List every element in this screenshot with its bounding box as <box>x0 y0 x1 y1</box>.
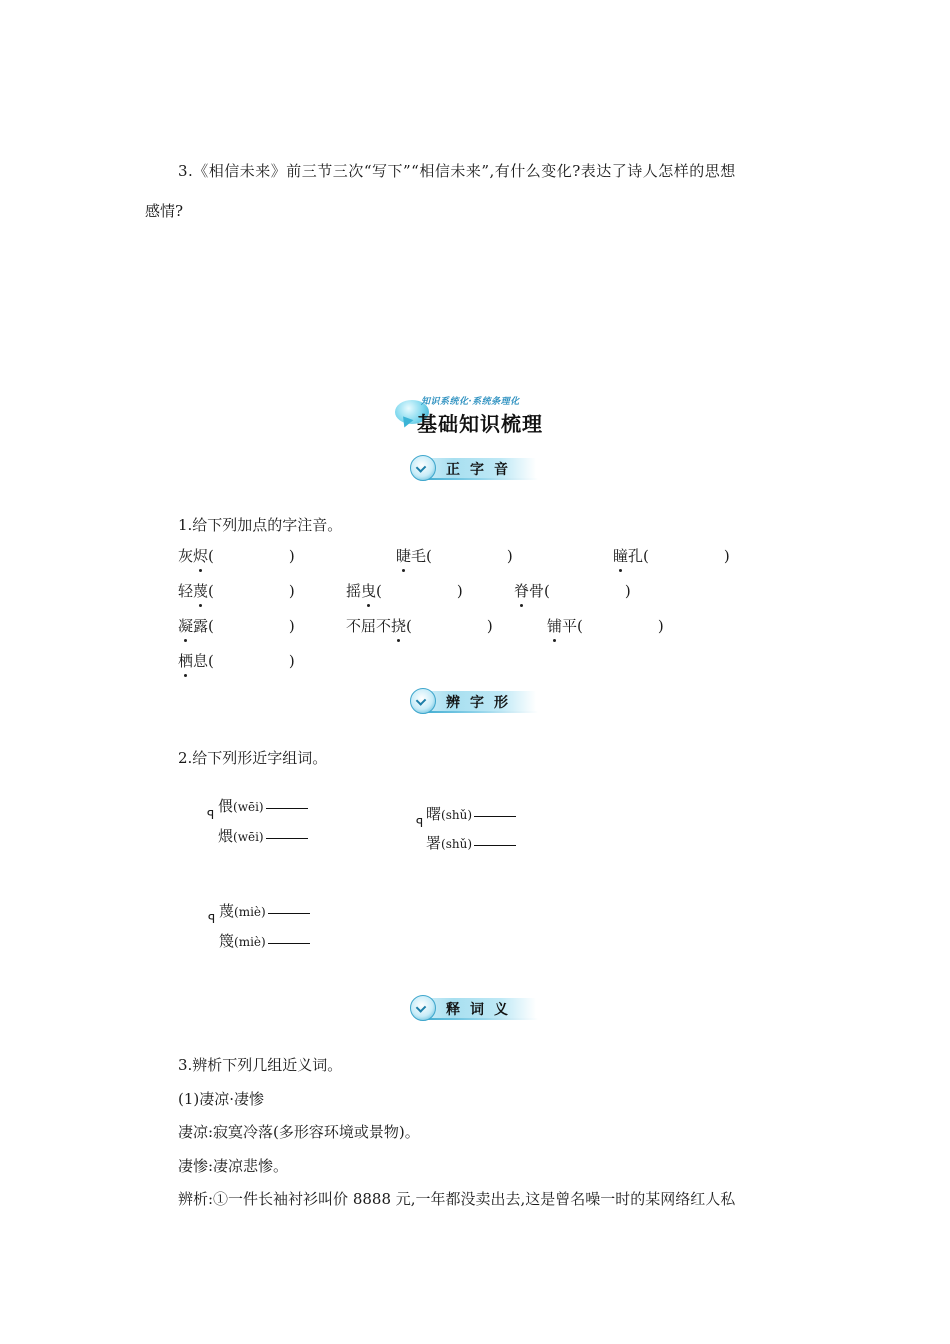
answer-blank[interactable] <box>474 844 516 846</box>
question-3-line1: 3.《相信未来》前三节三次“写下”“相信未来”,有什么变化?表达了诗人怎样的思想 <box>178 162 736 180</box>
word-group-item: 偎(wēi) <box>218 795 308 816</box>
clock-icon <box>410 688 436 714</box>
dotted-char: 铺 <box>547 617 563 635</box>
word-group-item: 煨(wēi) <box>218 825 308 846</box>
answer-blank[interactable] <box>474 815 516 817</box>
dotted-char: 挠 <box>391 617 407 635</box>
pinyin-item: 睫毛( ) <box>396 547 513 565</box>
section-header-label: 辨字形 <box>446 695 518 711</box>
pinyin-item: 灰烬( ) <box>178 547 295 565</box>
word-group-item: 署(shǔ) <box>426 832 516 853</box>
word-group-item: 曙(shǔ) <box>426 803 516 824</box>
exercise-3-prompt: 3.辨析下列几组近义词。 <box>178 1056 343 1074</box>
pinyin-item: 脊骨( ) <box>514 582 631 600</box>
section-header-zhengziyin <box>408 455 536 481</box>
banner-subtitle: 知识系统化·系统条理化 <box>421 397 520 407</box>
pinyin-item: 瞳孔( ) <box>613 547 730 565</box>
dotted-char: 蔑 <box>193 582 209 600</box>
dotted-char: 睫 <box>396 547 412 565</box>
answer-blank[interactable] <box>268 912 310 914</box>
brace-mark: ꟼ <box>416 816 424 830</box>
brace-mark: ꟼ <box>207 808 215 822</box>
banner-title: 基础知识梳理 <box>417 412 543 436</box>
clock-icon <box>410 995 436 1021</box>
answer-blank[interactable] <box>266 837 308 839</box>
section-banner <box>395 394 565 438</box>
synonym-pair: (1)凄凉·凄惨 <box>178 1090 265 1108</box>
section-header-bianzixing <box>408 688 536 714</box>
word-group-item: 蔑(miè) <box>219 900 310 921</box>
dotted-char: 瞳 <box>613 547 629 565</box>
pinyin-item: 不屈不挠( ) <box>346 617 493 635</box>
dotted-char: 凝 <box>178 617 194 635</box>
exercise-1-prompt: 1.给下列加点的字注音。 <box>178 516 343 534</box>
pinyin-item: 摇曳( ) <box>346 582 463 600</box>
answer-blank[interactable] <box>266 807 308 809</box>
analysis-text: 辨析:①一件长袖衬衫叫价 8888 元,一年都没卖出去,这是曾名噪一时的某网络红人私 <box>178 1190 736 1208</box>
definition-2: 凄惨:凄凉悲惨。 <box>178 1157 289 1175</box>
question-3-line2: 感情? <box>145 202 184 220</box>
brace-mark: ꟼ <box>208 912 216 926</box>
exercise-2-prompt: 2.给下列形近字组词。 <box>178 749 328 767</box>
clock-icon <box>410 455 436 481</box>
section-header-label: 释词义 <box>446 1002 518 1018</box>
answer-blank[interactable] <box>268 942 310 944</box>
word-group-item: 篾(miè) <box>219 930 310 951</box>
pinyin-item: 栖息( ) <box>178 652 295 670</box>
definition-1: 凄凉:寂寞冷落(多形容环境或景物)。 <box>178 1123 420 1141</box>
dotted-char: 烬 <box>193 547 209 565</box>
pinyin-item: 凝露( ) <box>178 617 295 635</box>
pinyin-item: 轻蔑( ) <box>178 582 295 600</box>
dotted-char: 脊 <box>514 582 530 600</box>
dotted-char: 曳 <box>361 582 377 600</box>
dotted-char: 栖 <box>178 652 194 670</box>
section-header-label: 正字音 <box>446 462 518 478</box>
section-header-shiciyi <box>408 995 536 1021</box>
pinyin-item: 铺平( ) <box>547 617 664 635</box>
